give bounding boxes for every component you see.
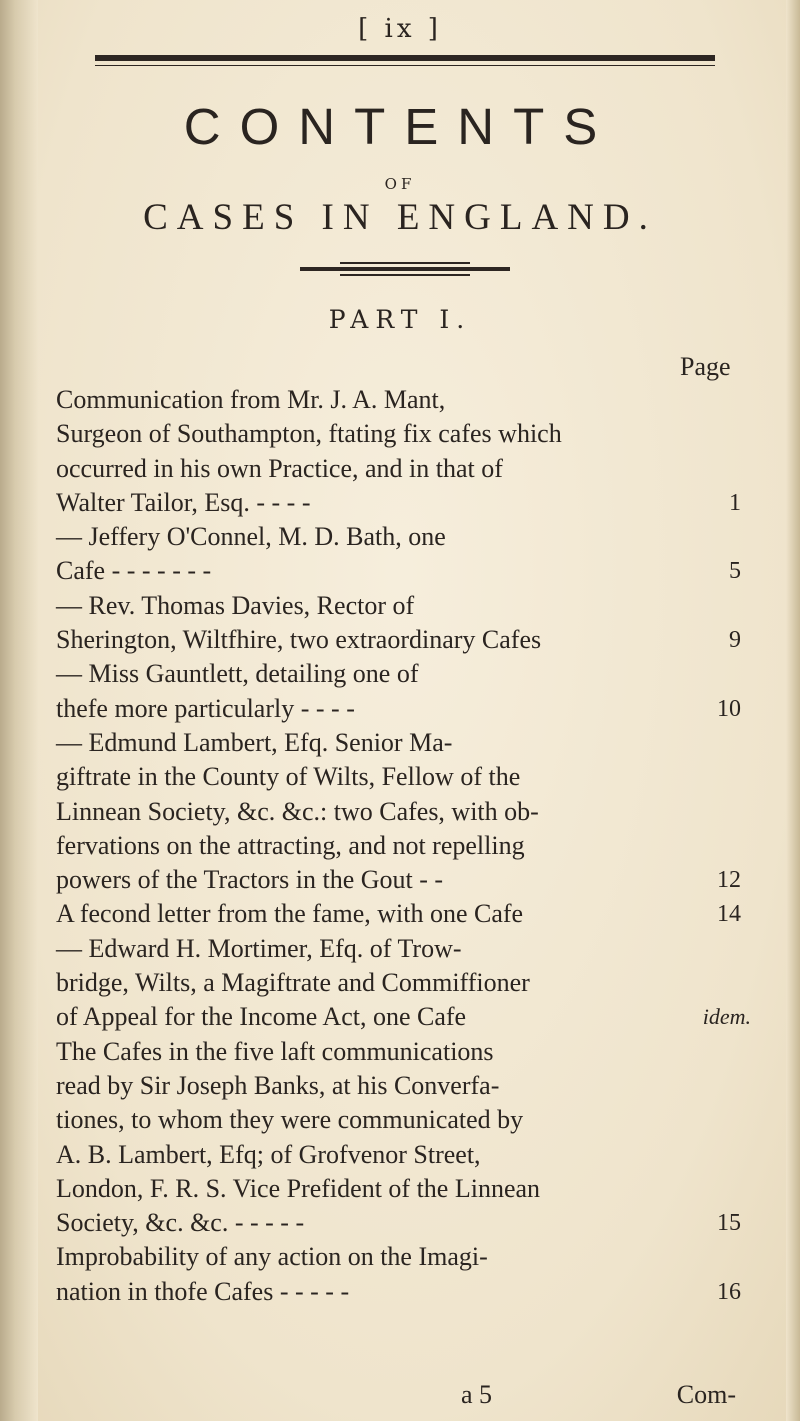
entry-line: Improbability of any action on the Imagi-	[56, 1242, 488, 1272]
ornamental-rule	[300, 262, 510, 278]
entry-line: — Edward H. Mortimer, Efq. of Trow-	[56, 933, 462, 963]
entry-line: thefe more particularly - - - -	[56, 693, 355, 723]
entry-line: Communication from Mr. J. A. Mant,	[56, 385, 446, 414]
entry-page-number: 15	[717, 1210, 741, 1237]
entry-page-number: 14	[717, 901, 741, 928]
entry-line: bridge, Wilts, a Magiftrate and Commiffioner	[56, 968, 530, 998]
entry-line: — Miss Gauntlett, detailing one of	[56, 659, 419, 689]
entry-page-number: 9	[729, 627, 741, 654]
page-title: CONTENTS	[183, 98, 617, 155]
title-of: OF	[384, 175, 416, 193]
entry-line: fervations on the attracting, and not repelling	[56, 830, 525, 860]
contents-entry	[56, 520, 741, 589]
entry-page-number: 12	[717, 867, 741, 894]
page-signature: [ ix ]	[358, 14, 442, 44]
contents-entry	[56, 657, 741, 726]
entry-line: A. B. Lambert, Efq; of Grofvenor Street,	[56, 1139, 481, 1169]
entry-line: nation in thofe Cafes - - - - -	[56, 1276, 350, 1306]
contents-list	[56, 383, 751, 1309]
contents-entry	[56, 589, 741, 658]
page-subtitle: CASES IN ENGLAND.	[143, 197, 657, 238]
catchword: Com-	[676, 1380, 736, 1409]
entry-line: The Cafes in the five laft communications	[56, 1036, 494, 1066]
entry-line: Society, &c. &c. - - - - -	[56, 1208, 305, 1238]
contents-entry	[56, 383, 741, 520]
contents-entry	[56, 1240, 741, 1309]
entry-line: — Jeffery O'Connel, M. D. Bath, one	[56, 522, 446, 552]
contents-entry	[56, 726, 741, 897]
entry-page-number: 5	[729, 558, 741, 585]
entry-line: Linnean Society, &c. &c.: two Cafes, with ob-	[56, 796, 539, 826]
entry-page-number: idem.	[702, 1004, 751, 1030]
entry-line: — Edmund Lambert, Efq. Senior Ma-	[56, 727, 453, 757]
entry-line: A fecond letter from the fame, with one Cafe	[56, 899, 524, 929]
contents-entry	[56, 1035, 741, 1241]
header-rule-thick	[95, 55, 715, 61]
entry-line: read by Sir Joseph Banks, at his Converfa-	[56, 1070, 500, 1100]
entry-page-number: 10	[717, 695, 741, 722]
contents-entry	[56, 897, 741, 931]
header-rule-thin	[95, 65, 715, 66]
entry-line: Cafe - - - - - - -	[56, 556, 212, 586]
entry-line: occurred in his own Practice, and in that of	[56, 453, 503, 483]
entry-line: Sherington, Wiltfhire, two extraordinary Cafes	[56, 625, 542, 655]
entry-line: Surgeon of Southampton, ftating fix cafes which	[56, 419, 562, 449]
entry-line: giftrate in the County of Wilts, Fellow of the	[56, 762, 521, 792]
entry-line: powers of the Tractors in the Gout - -	[56, 865, 444, 895]
part-heading: PART I.	[328, 305, 472, 334]
entry-line: London, F. R. S. Vice Prefident of the Linnean	[56, 1173, 541, 1203]
entry-line: tiones, to whom they were communicated by	[56, 1105, 524, 1135]
signature-mark: a 5	[461, 1380, 493, 1409]
entry-page-number: 16	[717, 1278, 741, 1305]
entry-line: of Appeal for the Income Act, one Cafe	[56, 1002, 467, 1032]
contents-entry	[56, 932, 751, 1035]
entry-line: Walter Tailor, Esq. - - - -	[56, 487, 311, 517]
page-column-label: Page	[680, 352, 731, 381]
entry-page-number: 1	[729, 489, 741, 516]
entry-line: — Rev. Thomas Davies, Rector of	[56, 590, 415, 620]
